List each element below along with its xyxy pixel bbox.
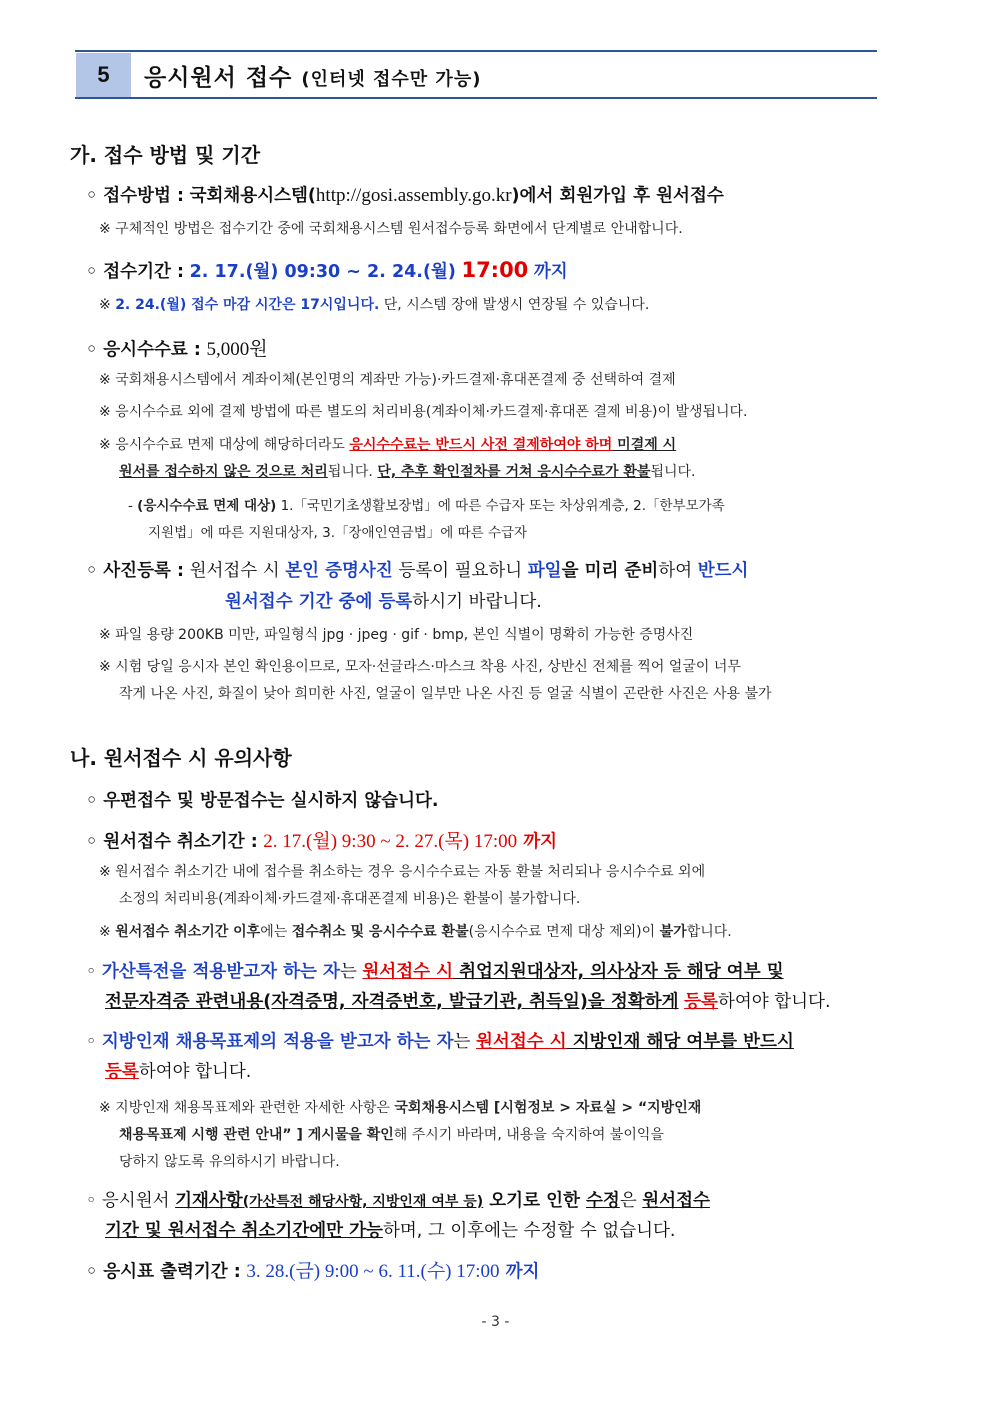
period-range: 2. 17.(월) 09:30 ~ 2. 24.(월)	[189, 262, 456, 282]
fee-label: ◦ 응시수수료 :	[86, 340, 201, 360]
section-number: 5	[76, 53, 131, 97]
fee-note-1: ※ 국회채용시스템에서 계좌이체(본인명의 계좌만 가능)·카드결제·휴대폰결제 중 선택하여 결제	[99, 372, 676, 388]
cancel-range: 2. 17.(월) 9:30 ~ 2. 27.(목) 17:00	[263, 831, 518, 852]
period-note-bold: 2. 24.(월) 접수 마감 시간은 17시입니다.	[115, 297, 380, 313]
page-number: - 3 -	[481, 1314, 510, 1330]
fee-note-3: ※ 응시수수료 면제 대상에 해당하더라도 응시수수료는 반드시 사전 결제하여야 하며 미결제 시	[99, 437, 677, 453]
admission-range: 3. 28.(금) 9:00 ~ 6. 11.(수) 17:00	[246, 1261, 500, 1282]
subsection-title-ga: 가. 접수 방법 및 기간	[70, 143, 261, 167]
no-mail-line: ◦ 우편접수 및 방문접수는 실시하지 않습니다.	[86, 791, 439, 811]
fee-note-3-cont: 원서를 접수하지 않은 것으로 처리됩니다. 단, 추후 확인절차를 거쳐 응시수수료가 환불됩니다.	[119, 464, 696, 480]
cancel-note-2: ※ 원서접수 취소기간 이후에는 접수취소 및 응시수수료 환불(응시수수료 면제 대상 제외)이 불가합니다.	[99, 924, 732, 940]
local-note-1: ※ 지방인재 채용목표제와 관련한 자세한 사항은 국회채용시스템 [시험정보 > 자료실 > “지방인재	[99, 1100, 702, 1116]
edit-line-1: ◦ 응시원서 기재사항(가산특전 해당사항, 지방인재 여부 등) 오기로 인한 수정은 원서접수	[86, 1191, 710, 1211]
local-note-2: 채용목표제 시행 관련 안내” ] 게시물을 확인해 주시기 바라며, 내용을 숙지하여 불이익을	[119, 1127, 664, 1143]
exempt-line-1: - (응시수수료 면제 대상) 1.「국민기초생활보장법」에 따른 수급자 또는 차상위계층, 2.「한부모가족	[128, 498, 725, 514]
header-top-rule	[75, 50, 877, 52]
prepay-required: 응시수수료는 반드시 사전 결제하여야 하며	[349, 437, 613, 453]
section-subtitle: (인터넷 접수만 가능)	[301, 69, 482, 90]
method-system: 국회채용시스템(	[189, 186, 316, 206]
admission-label: ◦ 응시표 출력기간 :	[86, 1262, 241, 1282]
cancel-label: ◦ 원서접수 취소기간 :	[86, 832, 258, 852]
local-line-2: 등록하여야 합니다.	[105, 1062, 252, 1082]
cancel-line: ◦ 원서접수 취소기간 : 2. 17.(월) 9:30 ~ 2. 27.(목) 17:00 까지	[86, 831, 558, 852]
local-note-3: 당하지 않도록 유의하시기 바랍니다.	[119, 1154, 340, 1170]
method-note: ※ 구체적인 방법은 접수기간 중에 국회채용시스템 원서접수등록 화면에서 단계별로 안내합니다.	[99, 221, 683, 237]
exempt-line-2: 지원법」에 따른 지원대상자, 3.「장애인연금법」에 따른 수급자	[148, 525, 528, 541]
fee-note-2: ※ 응시수수료 외에 결제 방법에 따른 별도의 처리비용(계좌이체·카드결제·휴대폰 결제 비용)이 발생됩니다.	[99, 404, 748, 420]
method-line	[86, 182, 991, 207]
system-url[interactable]: http://gosi.assembly.go.kr	[315, 185, 512, 206]
photo-note-2-cont: 작게 나온 사진, 화질이 낮아 희미한 사진, 얼굴이 일부만 나온 사진 등 얼굴 식별이 곤란한 사진은 사용 불가	[119, 686, 772, 702]
cancel-note-1-cont: 소정의 처리비용(계좌이체·카드결제·휴대폰결제 비용)은 환불이 불가합니다.	[119, 891, 581, 907]
header-bottom-rule	[75, 97, 877, 99]
photo-note-1: ※ 파일 용량 200KB 미만, 파일형식 jpg · jpeg · gif · bmp, 본인 식별이 명확히 가능한 증명사진	[99, 627, 694, 643]
period-note: ※ 2. 24.(월) 접수 마감 시간은 17시입니다. 단, 시스템 장애 발생시 연장될 수 있습니다.	[99, 297, 650, 313]
photo-label: ◦ 사진등록 :	[86, 561, 184, 581]
fee-line	[86, 334, 991, 361]
section-title: 응시원서 접수 (인터넷 접수만 가능)	[144, 65, 482, 91]
period-line	[86, 258, 991, 283]
period-time: 17:00	[461, 258, 529, 282]
method-label: ◦ 접수방법 :	[86, 186, 184, 206]
local-line-1: ◦ 지방인재 채용목표제의 적용을 받고자 하는 자는 원서접수 시 지방인재 해당 여부를 반드시	[86, 1032, 794, 1052]
cancel-note-1: ※ 원서접수 취소기간 내에 접수를 취소하는 경우 응시수수료는 자동 환불 처리되나 응시수수료 외에	[99, 864, 706, 880]
method-after: )에서 회원가입 후 원서접수	[511, 186, 724, 206]
photo-line-1: ◦ 사진등록 : 원서접수 시 본인 증명사진 등록이 필요하니 파일을 미리 준비하여 반드시	[86, 561, 749, 581]
exempt-label: (응시수수료 면제 대상)	[137, 498, 277, 514]
period-label: ◦ 접수기간 :	[86, 262, 184, 282]
photo-note-2: ※ 시험 당일 응시자 본인 확인용이므로, 모자·선글라스·마스크 착용 사진, 상반신 전체를 찍어 얼굴이 너무	[99, 659, 741, 675]
subsection-title-na: 나. 원서접수 시 유의사항	[70, 746, 292, 770]
admission-line: ◦ 응시표 출력기간 : 3. 28.(금) 9:00 ~ 6. 11.(수) 17:00 까지	[86, 1261, 540, 1282]
photo-line-2: 원서접수 기간 중에 등록하시기 바랍니다.	[225, 592, 542, 612]
edit-line-2: 기간 및 원서접수 취소기간에만 가능하며, 그 이후에는 수정할 수 없습니다.	[105, 1221, 676, 1241]
bonus-line-1: ◦ 가산특전을 적용받고자 하는 자는 원서접수 시 취업지원대상자, 의사상자 등 해당 여부 및	[86, 962, 784, 982]
period-until: 까지	[533, 262, 568, 282]
bonus-line-2: 전문자격증 관련내용(자격증명, 자격증번호, 발급기관, 취득일)을 정확하게 등록하여야 합니다.	[105, 992, 831, 1012]
fee-value: 5,000원	[206, 339, 268, 360]
